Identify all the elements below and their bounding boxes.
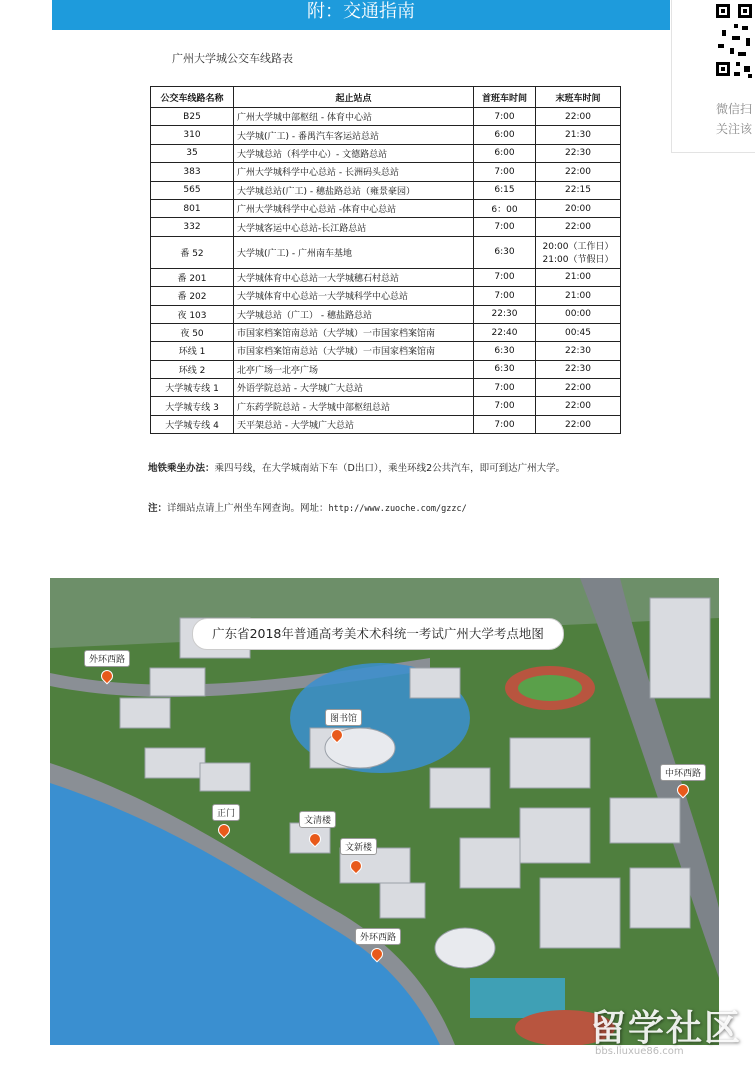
route-cell: 565 <box>151 181 234 199</box>
note-text: 详细站点请上广州坐车网查询。网址： <box>167 503 329 514</box>
first-bus-cell: 7:00 <box>474 218 536 236</box>
col-header-stops: 起止站点 <box>234 87 474 108</box>
table-row <box>151 108 621 126</box>
last-bus-cell: 22:30 <box>536 342 621 360</box>
qr-code-icon <box>712 0 755 84</box>
last-bus-cell: 22:15 <box>536 181 621 199</box>
last-bus-cell: 21:30 <box>536 126 621 144</box>
stops-cell: 天平架总站 - 大学城广大总站 <box>234 415 474 433</box>
last-bus-cell: 20:00 <box>536 199 621 217</box>
first-bus-cell: 7:00 <box>474 108 536 126</box>
last-bus-weekday: 20:00（工作日） <box>542 242 614 253</box>
map-label-zhonghuan-xi: 中环西路 <box>660 764 706 781</box>
banner-title: 附：交通指南 <box>307 1 415 22</box>
first-bus-cell: 7:00 <box>474 379 536 397</box>
last-bus-cell: 22:30 <box>536 360 621 378</box>
last-bus-cell: 22:00 <box>536 108 621 126</box>
table-row <box>151 126 621 144</box>
stops-cell: 大学城体育中心总站一大学城科学中心总站 <box>234 287 474 305</box>
route-cell: 332 <box>151 218 234 236</box>
first-bus-cell: 6:30 <box>474 342 536 360</box>
side-text-2: 关注该 <box>716 122 753 136</box>
route-cell: 番 201 <box>151 268 234 286</box>
map-label-gate: 正门 <box>212 804 240 821</box>
route-cell: 夜 103 <box>151 305 234 323</box>
first-bus-cell: 6:15 <box>474 181 536 199</box>
side-text-1: 微信扫 <box>716 102 753 116</box>
first-bus-cell: 7:00 <box>474 415 536 433</box>
first-bus-cell: 6：00 <box>474 199 536 217</box>
first-bus-cell: 7:00 <box>474 397 536 415</box>
first-bus-cell: 7:00 <box>474 163 536 181</box>
first-bus-cell: 6:00 <box>474 144 536 162</box>
map-label-wenxin: 文新楼 <box>340 838 377 855</box>
last-bus-cell <box>536 236 621 268</box>
table-row <box>151 144 621 162</box>
table-row <box>151 287 621 305</box>
route-cell: 番 52 <box>151 236 234 268</box>
route-cell: B25 <box>151 108 234 126</box>
last-bus-cell: 22:00 <box>536 397 621 415</box>
stops-cell: 市国家档案馆南总站（大学城）一市国家档案馆南 <box>234 323 474 341</box>
route-cell: 夜 50 <box>151 323 234 341</box>
metro-label: 地铁乘坐办法： <box>148 463 215 474</box>
first-bus-cell: 6:30 <box>474 236 536 268</box>
col-header-route: 公交车线路名称 <box>151 87 234 108</box>
map-label-wenqing: 文清楼 <box>299 811 336 828</box>
route-cell: 大学城专线 1 <box>151 379 234 397</box>
metro-instructions <box>148 459 628 479</box>
last-bus-cell: 00:00 <box>536 305 621 323</box>
last-bus-holiday: 21:00（节假日） <box>542 255 614 266</box>
col-header-first: 首班车时间 <box>474 87 536 108</box>
last-bus-cell: 00:45 <box>536 323 621 341</box>
first-bus-cell: 7:00 <box>474 268 536 286</box>
table-row <box>151 218 621 236</box>
stops-cell: 大学城(广工) - 广州南车基地 <box>234 236 474 268</box>
zuoche-link[interactable]: http://www.zuoche.com/gzzc/ <box>328 504 467 514</box>
table-row <box>151 415 621 433</box>
stops-cell: 北亭广场一北亭广场 <box>234 360 474 378</box>
table-row <box>151 236 621 268</box>
route-cell: 大学城专线 4 <box>151 415 234 433</box>
note-label: 注： <box>148 503 168 514</box>
first-bus-cell: 22:40 <box>474 323 536 341</box>
stops-cell: 大学城总站（科学中心）- 文德路总站 <box>234 144 474 162</box>
stops-cell: 广州大学城中部枢纽 - 体育中心站 <box>234 108 474 126</box>
last-bus-cell: 22:00 <box>536 163 621 181</box>
wechat-side-card[interactable] <box>671 0 755 153</box>
last-bus-cell: 21:00 <box>536 287 621 305</box>
table-row <box>151 163 621 181</box>
last-bus-cell: 22:30 <box>536 144 621 162</box>
last-bus-cell: 22:00 <box>536 218 621 236</box>
map-label-waihuan-xi-1: 外环西路 <box>84 650 130 667</box>
table-row <box>151 181 621 199</box>
stops-cell: 广州大学城科学中心总站 - 长洲码头总站 <box>234 163 474 181</box>
last-bus-cell: 21:00 <box>536 268 621 286</box>
col-header-last: 末班车时间 <box>536 87 621 108</box>
table-row <box>151 323 621 341</box>
watermark-url: bbs.liuxue86.com <box>595 1046 684 1057</box>
first-bus-cell: 6:00 <box>474 126 536 144</box>
route-cell: 番 202 <box>151 287 234 305</box>
map-label-waihuan-xi-2: 外环西路 <box>355 928 401 945</box>
table-row <box>151 379 621 397</box>
table-row <box>151 360 621 378</box>
metro-text: 乘四号线，在大学城南站下车（D出口），乘坐环线2公共汽车，即可到达广州大学。 <box>214 463 566 474</box>
stops-cell: 大学城体育中心总站一大学城穗石村总站 <box>234 268 474 286</box>
stops-cell: 广州大学城科学中心总站 -体育中心总站 <box>234 199 474 217</box>
route-cell: 310 <box>151 126 234 144</box>
stops-cell: 大学城(广工) - 番禺汽车客运站总站 <box>234 126 474 144</box>
first-bus-cell: 22:30 <box>474 305 536 323</box>
route-cell: 环线 2 <box>151 360 234 378</box>
stops-cell: 市国家档案馆南总站（大学城）一市国家档案馆南 <box>234 342 474 360</box>
table-row <box>151 305 621 323</box>
stops-cell: 大学城客运中心总站-长江路总站 <box>234 218 474 236</box>
stops-cell: 大学城总站（广工） - 穗盐路总站 <box>234 305 474 323</box>
route-cell: 383 <box>151 163 234 181</box>
table-row <box>151 199 621 217</box>
stops-cell: 大学城总站(广工) - 穗盐路总站（雍景豪园） <box>234 181 474 199</box>
table-row <box>151 268 621 286</box>
last-bus-cell: 22:00 <box>536 379 621 397</box>
last-bus-cell: 22:00 <box>536 415 621 433</box>
section-banner <box>52 0 670 30</box>
stops-cell: 广东药学院总站 - 大学城中部枢纽总站 <box>234 397 474 415</box>
bus-route-table <box>150 86 621 434</box>
route-cell: 35 <box>151 144 234 162</box>
website-note <box>148 499 628 519</box>
stops-cell: 外语学院总站 - 大学城广大总站 <box>234 379 474 397</box>
map-title: 广东省2018年普通高考美术术科统一考试广州大学考点地图 <box>192 618 564 650</box>
route-cell: 大学城专线 3 <box>151 397 234 415</box>
first-bus-cell: 6:30 <box>474 360 536 378</box>
route-cell: 801 <box>151 199 234 217</box>
watermark-logo: 留学社区 <box>590 1008 743 1049</box>
table-header-row <box>151 87 621 108</box>
map-label-library: 图书馆 <box>325 709 362 726</box>
route-cell: 环线 1 <box>151 342 234 360</box>
table-title: 广州大学城公交车线路表 <box>172 52 293 65</box>
first-bus-cell: 7:00 <box>474 287 536 305</box>
table-row <box>151 397 621 415</box>
table-row <box>151 342 621 360</box>
